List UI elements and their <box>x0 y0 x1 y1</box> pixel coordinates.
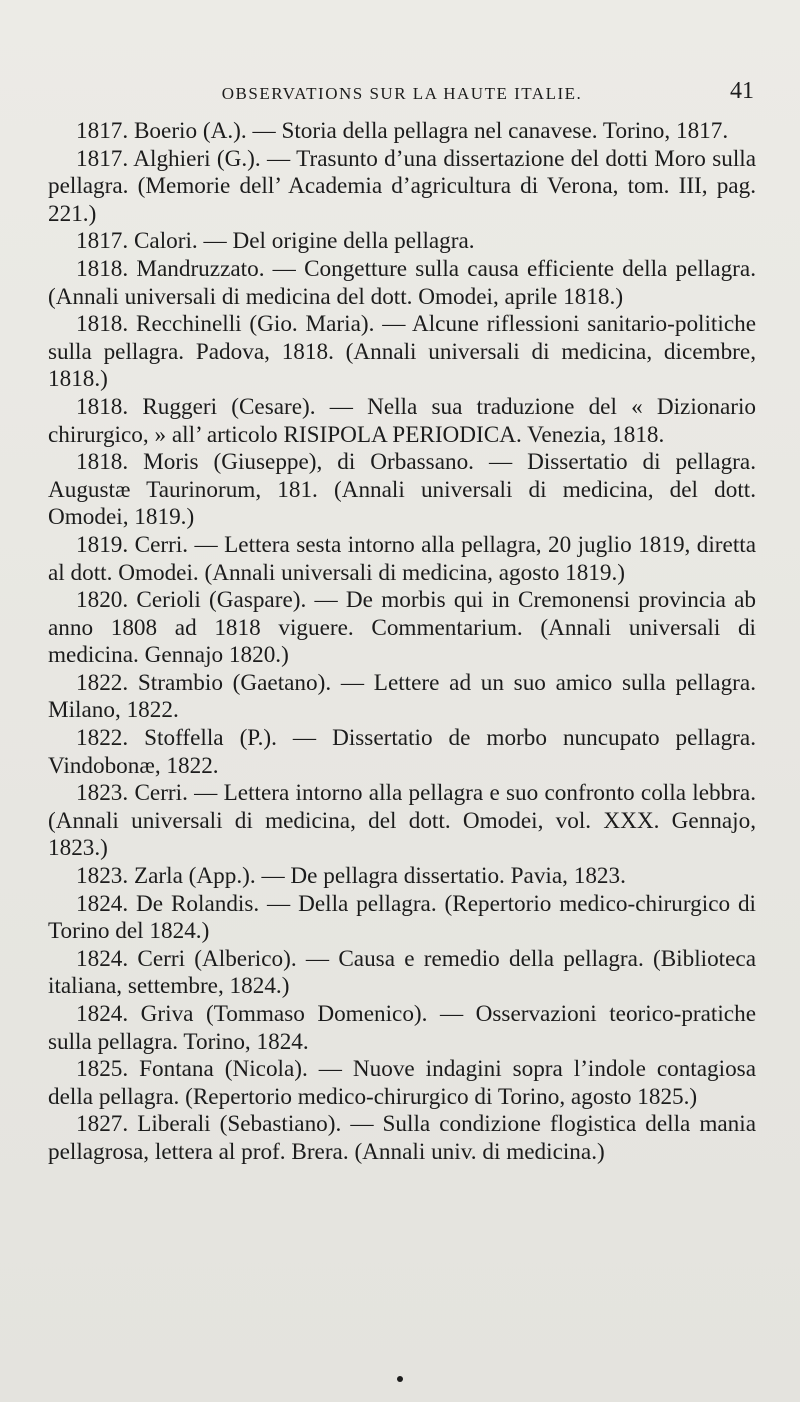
bibliography-entry: 1819. Cerri. — Lettera sesta intorno alla pellagra, 20 juglio 1819, diretta al dott. Omodei. (Annali universali di medicina, agosto 1819.) <box>48 531 756 586</box>
bibliography-entry: 1824. Griva (Tommaso Domenico). — Osservazioni teorico-pratiche sulla pellagra. Torino, 1824. <box>48 1001 756 1055</box>
bibliography-entry: 1822. Strambio (Gaetano). — Lettere ad un suo amico sulla pellagra. Milano, 1822. <box>48 669 756 724</box>
bibliography-entry: 1818. Mandruzzato. — Congetture sulla causa efficiente della pellagra. (Annali universali di medicina del dott. Omodei, aprile 1818.) <box>48 255 756 310</box>
bibliography-entry: 1822. Stoffella (P.). — Dissertatio de morbo nuncupato pellagra. Vindobonæ, 1822. <box>48 725 756 779</box>
bibliography-entry: 1827. Liberali (Sebastiano). — Sulla condizione flogistica della mania pellagrosa, lettera al prof. Brera. (Annali univ. di medicina.) <box>48 1111 756 1165</box>
running-head: OBSERVATIONS SUR LA HAUTE ITALIE. <box>221 84 583 103</box>
bibliography-entry: 1823. Cerri. — Lettera intorno alla pellagra e suo confronto colla lebbra. (Annali universali di medicina, del dott. Omodei, vol. XXX. Gennajo, 1823.) <box>48 780 756 862</box>
bibliography-entry: 1818. Recchinelli (Gio. Maria). — Alcune riflessioni sanitario-politiche sulla pellagra. Padova, 1818. (Annali universali di medicina, dicembre, 1818.) <box>48 311 756 393</box>
bibliography-entry: 1817. Calori. — Del origine della pellagra. <box>76 228 475 255</box>
bibliography-entry: 1820. Cerioli (Gaspare). — De morbis qui in Cremonensi provincia ab anno 1808 ad 1818 viguere. Commentarium. (Annali universali di medicina. Gennajo 1820.) <box>48 587 756 669</box>
page-number: 41 <box>730 78 754 104</box>
bibliography-entry: 1818. Ruggeri (Cesare). — Nella sua traduzione del « Dizionario chirurgico, » all’ articolo RISIPOLA PERIODICA. Venezia, 1818. <box>48 393 756 448</box>
bibliography-entry: 1817. Alghieri (G.). — Trasunto d’una dissertazione del dotti Moro sulla pellagra. (Memorie dell’ Academia d’agricultura di Verona, tom. III, pag. 221.) <box>48 145 756 227</box>
bibliography-entry: 1817. Boerio (A.). — Storia della pellagra nel canavese. Torino, 1817. <box>76 118 729 144</box>
page-header <box>48 78 756 118</box>
bibliography-list <box>48 118 756 1167</box>
bibliography-entry: 1823. Zarla (App.). — De pellagra dissertatio. Pavia, 1823. <box>76 863 626 890</box>
bibliography-entry: 1824. De Rolandis. — Della pellagra. (Repertorio medico-chirurgico di Torino del 1824.) <box>48 890 756 945</box>
bibliography-entry: 1825. Fontana (Nicola). — Nuove indagini sopra l’indole contagiosa della pellagra. (Repertorio medico-chirurgico di Torino, agosto 1825.) <box>48 1056 756 1110</box>
bibliography-entry: 1818. Moris (Giuseppe), di Orbassano. — Dissertatio di pellagra. Augustæ Taurinorum, 181. (Annali universali di medicina, del dott. Omodei, 1819.) <box>48 449 756 531</box>
printer-mark-dot <box>397 1376 403 1382</box>
bibliography-entry: 1824. Cerri (Alberico). — Causa e remedio della pellagra. (Biblioteca italiana, settembre, 1824.) <box>48 945 756 1000</box>
